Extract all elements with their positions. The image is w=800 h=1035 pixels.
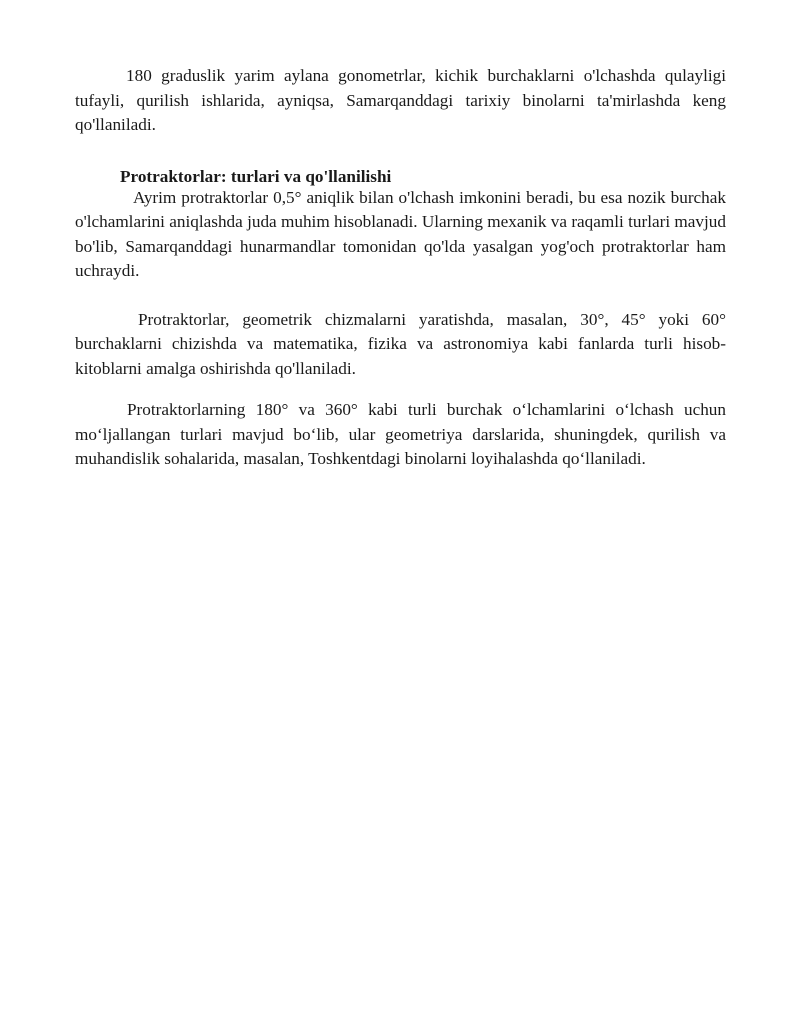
- section-heading: Protraktorlar: turlari va qo'llanilishi: [120, 166, 392, 186]
- paragraph-goniometers: 180 graduslik yarim aylana gonometrlar, kichik burchaklarni o'lchashda qulayligi tufayli, qurilish ishlarida, ayniqsa, Samarqanddagi tarixiy binolarni ta'mirlashda keng qo'llaniladi.: [75, 66, 726, 134]
- paragraph-drawing-uses: Protraktorlar, geometrik chizmalarni yaratishda, masalan, 30°, 45° yoki 60° burchaklarni chizishda va matematika, fizika va astronomiya kabi fanlarda turli hisob-kitoblarni amalga oshirishda qo'llaniladi.: [75, 309, 726, 378]
- paragraph-precision: Ayrim protraktorlar 0,5° aniqlik bilan o'lchash imkonini beradi, bu esa nozik burchak o'lchamlarini aniqlashda juda muhim hisoblanadi. Ularning mexanik va raqamli turlari mavjud bo'lib, Samarqanddagi hunarmandlar tomonidan qo'lda yasalgan yog'och protraktorlar ham uchraydi.: [75, 187, 726, 280]
- paragraph-angle-types: Protraktorlarning 180° va 360° kabi turli burchak o‘lchamlarini o‘lchash uchun mo‘ljallangan turlari mavjud bo‘lib, ular geometriya darslarida, shuningdek, qurilish va muhandislik sohalarida, masalan, Toshkentdagi binolarni loyihalashda qo‘llaniladi.: [75, 400, 726, 468]
- document-body: [75, 64, 726, 472]
